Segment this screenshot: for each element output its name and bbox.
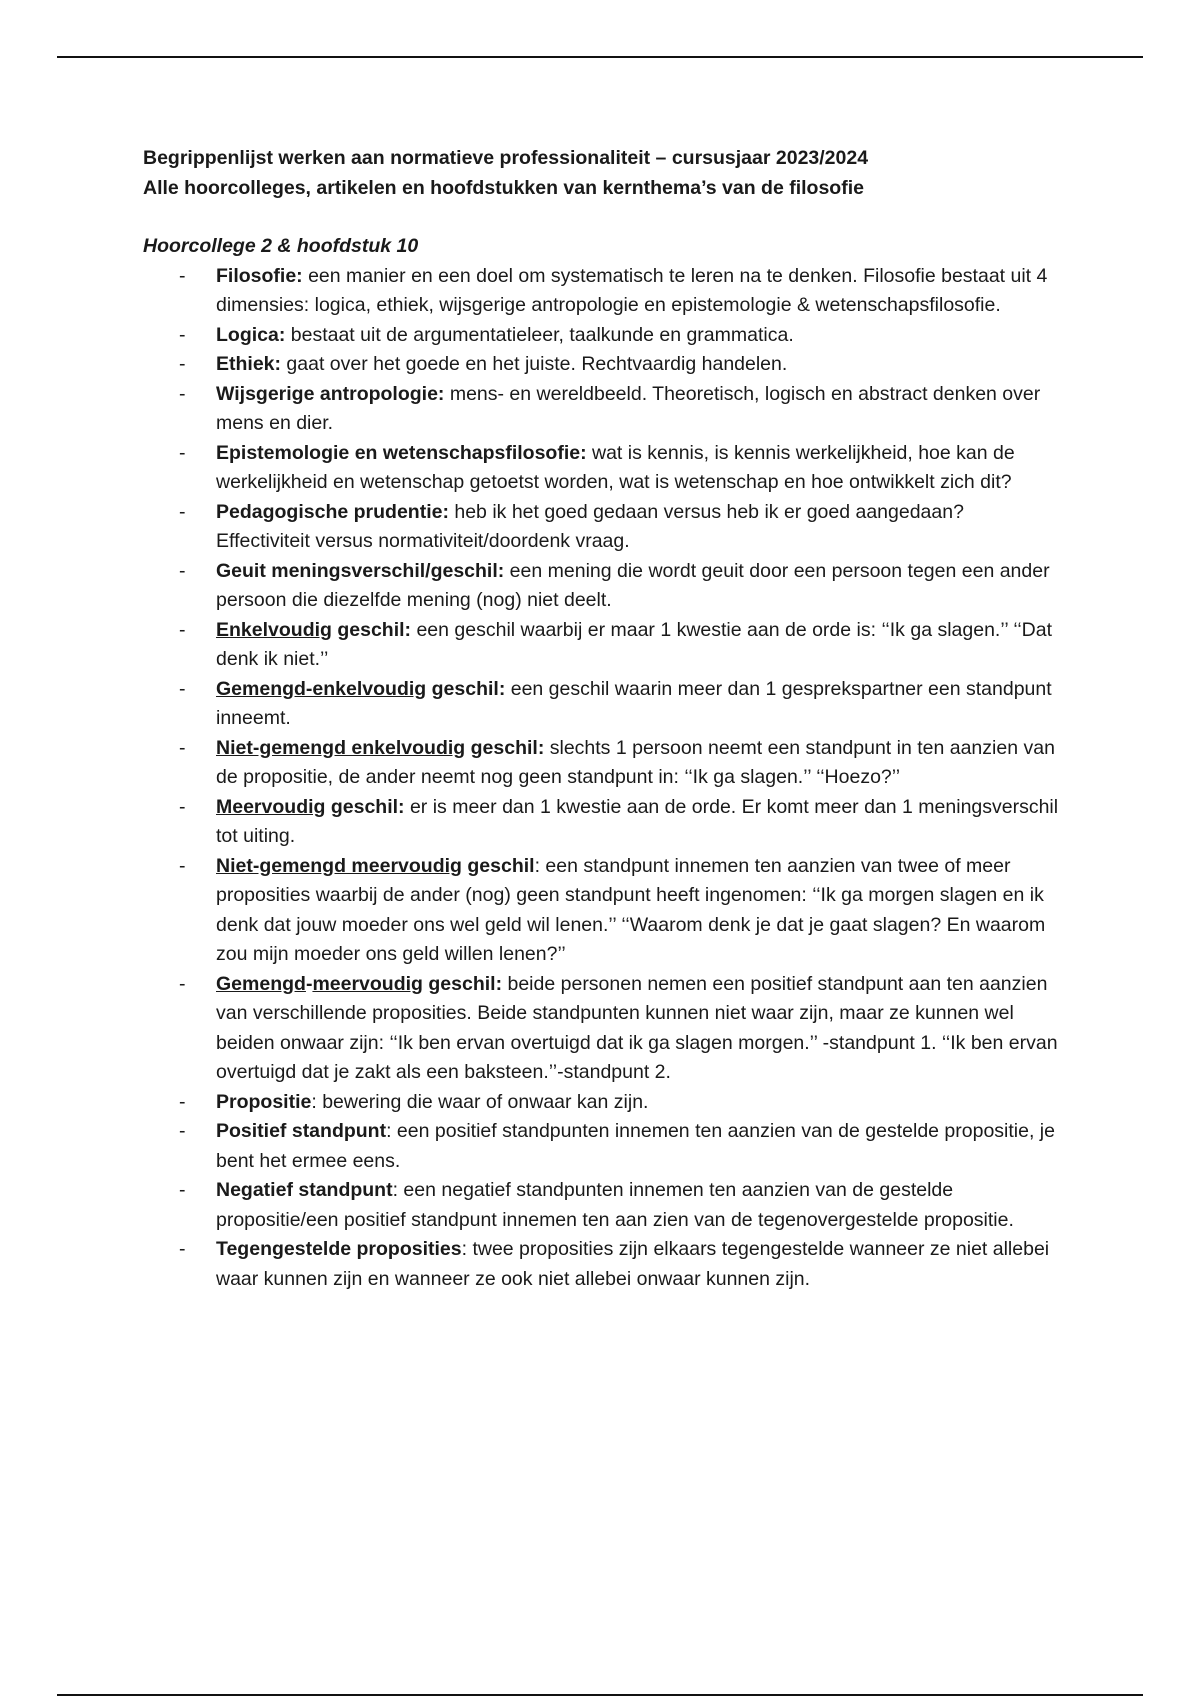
title-line-2: Alle hoorcolleges, artikelen en hoofdstukken van kernthema’s van de filosofie: [143, 176, 864, 199]
top-rule: [57, 56, 1143, 58]
term-name-underlined: Meervoudig: [216, 795, 326, 818]
term-definition: : twee proposities zijn elkaars tegengestelde wanneer ze niet allebei waar kunnen zijn en wanneer ze ook niet allebei onwaar kunnen zijn.: [216, 1238, 1050, 1290]
bullet-dash: -: [179, 795, 186, 818]
bullet-dash: -: [179, 559, 186, 582]
list-item: [143, 1176, 1063, 1235]
term-definition: : een negatief standpunten innemen ten aanzien van de gestelde propositie/een positief standpunt innemen ten aan zien van de tegenovergestelde propositie.: [216, 1179, 1014, 1231]
term-name: geschil:: [325, 795, 405, 818]
term-name: Propositie: [216, 1090, 312, 1113]
term-definition: een mening die wordt geuit door een persoon tegen een ander persoon die diezelfde mening (nog) niet deelt.: [216, 559, 1050, 611]
term-name: Negatief standpunt: [216, 1179, 393, 1201]
term-name: geschil:: [331, 618, 412, 641]
title-line-1: Begrippenlijst werken aan normatieve professionaliteit – cursusjaar 2023/2024: [143, 147, 869, 169]
term-definition: beide personen nemen een positief standpunt aan ten aanzien van verschillende proposities. Beide standpunten kunnen niet waar zijn, maar ze kunnen wel beiden onwaar zijn: ‘‘Ik ben ervan overtuigd dat ik ga slagen morgen.’’ -standpunt 1. ‘‘Ik ben ervan overtuigd dat je zakt als een baksteen.’’-standpunt 2.: [216, 972, 1058, 1083]
bullet-dash: -: [179, 972, 186, 995]
bullet-dash: -: [179, 1238, 186, 1260]
bullet-dash: -: [179, 677, 186, 700]
list-item: [143, 262, 1063, 321]
term-definition: : een positief standpunten innemen ten aanzien van de gestelde propositie, je bent het ermee eens.: [216, 1120, 1055, 1172]
bullet-dash: -: [179, 736, 186, 759]
list-item: [143, 498, 1063, 557]
term-definition: er is meer dan 1 kwestie aan de orde. Er komt meer dan 1 meningsverschil tot uiting.: [216, 795, 1059, 847]
bullet-dash: -: [179, 500, 186, 523]
document-body: [143, 144, 1063, 1294]
term-name: Ethiek:: [216, 353, 282, 375]
term-name-underlined: Gemengd: [216, 972, 306, 995]
term-name: Geuit meningsverschil/geschil:: [216, 559, 505, 582]
bullet-dash: -: [179, 1179, 186, 1201]
term-definition: slechts 1 persoon neemt een standpunt in ten aanzien van de propositie, de ander neemt nog geen standpunt in: ‘‘Ik ga slagen.’’ ‘‘Hoezo?’’: [216, 736, 1055, 788]
list-item: [143, 616, 1063, 675]
list-item: [143, 557, 1063, 616]
list-item: [143, 350, 1063, 380]
term-name: geschil:: [426, 677, 506, 700]
term-name: Tegengestelde proposities: [216, 1238, 462, 1260]
bullet-dash: -: [179, 1090, 186, 1113]
bullet-dash: -: [179, 353, 186, 375]
bullet-dash: -: [179, 441, 186, 464]
term-definition: : bewering die waar of onwaar kan zijn.: [311, 1090, 649, 1113]
bullet-dash: -: [179, 618, 186, 641]
bullet-dash: -: [179, 323, 186, 346]
bullet-dash: -: [179, 854, 186, 877]
list-item: [143, 380, 1063, 439]
term-definition: een manier en een doel om systematisch te leren na te denken. Filosofie bestaat uit 4 dimensies: logica, ethiek, wijsgerige antropologie en epistemologie & wetenschapsfilosofie.: [216, 264, 1048, 316]
list-item: [143, 1235, 1063, 1294]
list-item: [143, 734, 1063, 793]
term-list: [143, 262, 1063, 1295]
term-name: Wijsgerige antropologie:: [216, 382, 445, 405]
term-name: geschil:: [465, 736, 545, 759]
list-item: [143, 675, 1063, 734]
list-item: [143, 970, 1063, 1088]
term-definition: heb ik het goed gedaan versus heb ik er goed aangedaan? Effectiviteit versus normativiteit/doordenk vraag.: [216, 500, 964, 552]
term-name: geschil:: [422, 972, 503, 995]
term-name: Filosofie:: [216, 264, 303, 287]
list-item: [143, 1088, 1063, 1118]
list-item: [143, 852, 1063, 970]
bullet-dash: -: [179, 382, 186, 405]
term-definition: wat is kennis, is kennis werkelijkheid, hoe kan de werkelijkheid en wetenschap getoetst worden, wat is wetenschap en hoe ontwikkelt zich dit?: [216, 441, 1015, 493]
bullet-dash: -: [179, 1120, 186, 1142]
bottom-rule: [57, 1694, 1143, 1696]
term-name: geschil: [461, 854, 535, 877]
term-name-underlined: meervoudig: [312, 972, 423, 995]
list-item: [143, 321, 1063, 351]
term-name: Epistemologie en wetenschapsfilosofie:: [216, 441, 587, 464]
term-definition: mens- en wereldbeeld. Theoretisch, logisch en abstract denken over mens en dier.: [216, 382, 1041, 434]
term-name: Positief standpunt: [216, 1120, 387, 1142]
term-name-underlined: Enkelvoudig: [216, 618, 332, 641]
term-name-underlined: Gemengd-enkelvoudig: [216, 677, 427, 700]
term-definition: gaat over het goede en het juiste. Rechtvaardig handelen.: [281, 353, 788, 375]
term-definition: een geschil waarbij er maar 1 kwestie aan de orde is: ‘‘Ik ga slagen.’’ ‘‘Dat denk ik niet.’’: [216, 618, 1053, 670]
term-name-hyphen: -: [305, 972, 313, 995]
document-title: [143, 144, 1063, 203]
term-name-underlined: Niet-gemengd meervoudig: [216, 854, 462, 877]
term-definition: bestaat uit de argumentatieleer, taalkunde en grammatica.: [285, 323, 794, 346]
list-item: [143, 1117, 1063, 1176]
term-name: Logica:: [216, 323, 286, 346]
list-item: [143, 793, 1063, 852]
section-heading: Hoorcollege 2 & hoofdstuk 10: [143, 235, 419, 257]
term-name: Pedagogische prudentie:: [216, 500, 449, 523]
term-name-underlined: Niet-gemengd enkelvoudig: [216, 736, 466, 759]
bullet-dash: -: [179, 264, 186, 287]
term-definition: : een standpunt innemen ten aanzien van twee of meer proposities waarbij de ander (nog) geen standpunt heeft ingenomen: ‘‘Ik ga morgen slagen en ik denk dat jouw moeder ons wel geld wil lenen.’’ ‘‘Waarom denk je dat je gaat slagen? En waarom zou mijn moeder ons geld willen lenen?’’: [216, 854, 1046, 965]
term-definition: een geschil waarin meer dan 1 gesprekspartner een standpunt inneemt.: [216, 677, 1052, 729]
list-item: [143, 439, 1063, 498]
